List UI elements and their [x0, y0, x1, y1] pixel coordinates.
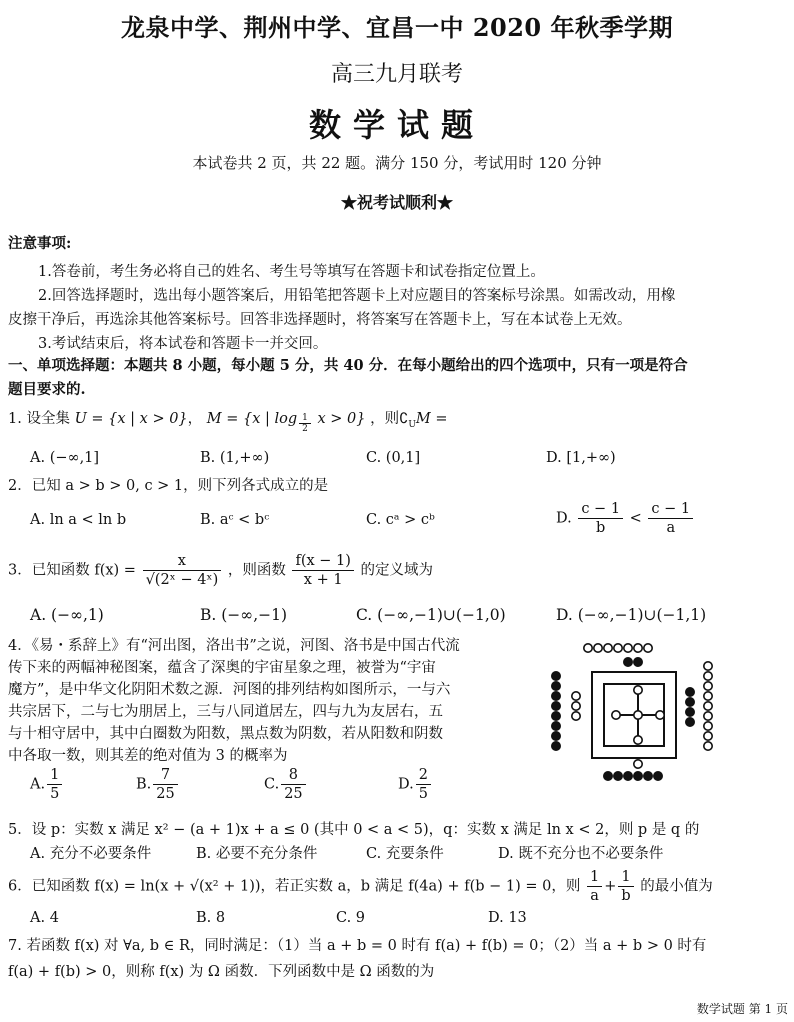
hetu-bottom-black-dot: [634, 772, 642, 780]
hetu-right-white-dot: [704, 662, 712, 670]
hetu-left-white-dot: [572, 712, 580, 720]
hetu-right-white-dot: [704, 702, 712, 710]
question-6-stem: [8, 868, 713, 905]
hetu-center-white-dot: [612, 711, 620, 719]
q4-d-fraction: [416, 766, 431, 803]
hetu-right-black-dot: [686, 718, 694, 726]
q3-g-den: x + 1: [303, 572, 343, 588]
q6-option-a: A. 4: [30, 910, 59, 926]
question-4-line-2: 传下来的两幅神秘图案，蕴含了深奥的宇宙星象之理，被誉为“宇宙: [8, 660, 436, 676]
note-3: 3.考试结束后，将本试卷和答题卡一并交回。: [38, 336, 328, 352]
hetu-center-white-dot: [656, 711, 664, 719]
q4-d-den: 5: [418, 786, 428, 802]
hetu-top-white-dot: [644, 644, 652, 652]
hetu-left-black-dot: [552, 702, 560, 710]
school-line: 龙泉中学、荆州中学、宜昌一中 2020 年秋季学期: [120, 13, 673, 42]
question-7-line-1: 7. 若函数 f(x) 对 ∀a, b ∈ R，同时满足：（1）当 a + b = 0 时有 f(a) + f(b) = 0；（2）当 a + b > 0 时有: [8, 938, 707, 954]
hetu-right-white-dot: [704, 732, 712, 740]
q1-complement: ∁: [399, 411, 409, 427]
q3-option-c: C. (−∞,−1)∪(−1,0): [356, 606, 506, 624]
q2-d-den-1: b: [596, 520, 606, 536]
question-4-line-3: 魔方”，是中华文化阴阳术数之源．河图的排列结构如图所示，一与六: [8, 682, 451, 698]
q1-set-u: U = {x | x > 0}: [74, 411, 188, 427]
question-7-line-2: f(a) + f(b) > 0，则称 f(x) 为 Ω 函数．下列函数中是 Ω 函数的为: [8, 964, 435, 980]
hetu-center-white-dot: [634, 711, 642, 719]
q2-option-c: C. cᵃ > cᵇ: [366, 512, 435, 528]
q3-f-den: √(2ˣ − 4ˣ): [145, 572, 219, 588]
hetu-left-black-dot: [552, 692, 560, 700]
q1-complement-sub: U: [408, 419, 416, 430]
hetu-left-white-dot: [572, 692, 580, 700]
note-2: 2.回答选择题时，选出每小题答案后，用铅笔把答题卡上对应题目的答案标号涂黑。如需改动，用橡: [38, 288, 676, 304]
hetu-top-white-dot: [614, 644, 622, 652]
blessing: ★祝考试顺利★: [340, 193, 453, 212]
hetu-bottom-black-dot: [624, 772, 632, 780]
question-2-stem: 2．已知 a > b > 0, c > 1，则下列各式成立的是: [8, 478, 329, 494]
q6-option-b: B. 8: [196, 910, 226, 926]
q5-option-c: C. 充要条件: [366, 846, 444, 862]
hetu-left-black-dot: [552, 742, 560, 750]
q4-c-label: C.: [264, 776, 280, 793]
hetu-bottom-black-dot: [604, 772, 612, 780]
exam-name: 高三九月联考: [330, 62, 463, 87]
hetu-right-white-dot: [704, 712, 712, 720]
q1-option-c: C. (0,1]: [366, 450, 421, 466]
question-3-stem: [8, 552, 433, 589]
q3-prefix: 3．已知函数 f(x) =: [8, 562, 136, 579]
q6-plus: +: [604, 878, 617, 895]
q3-g-num: f(x − 1): [292, 552, 353, 571]
q3-g-fraction: [292, 552, 353, 589]
hetu-center-white-dot: [634, 686, 642, 694]
q4-b-den: 25: [156, 786, 175, 802]
question-4-line-1: 4．《易・系辞上》有“河出图，洛出书”之说，河图、洛书是中国古代流: [8, 638, 460, 654]
q2-d-den-2: a: [666, 520, 676, 536]
hetu-top-white-dot: [594, 644, 602, 652]
q6-num-2: 1: [618, 868, 633, 887]
subject-title: 数学试题: [308, 106, 485, 144]
hetu-left-white-dot: [572, 702, 580, 710]
q2-option-b: B. aᶜ < bᶜ: [200, 512, 270, 528]
hetu-center-white-dot: [634, 736, 642, 744]
q1-option-a: A. (−∞,1]: [30, 450, 100, 466]
hetu-right-black-dot: [686, 708, 694, 716]
hetu-left-black-dot: [552, 722, 560, 730]
q6-tail: 的最小值为: [640, 878, 713, 895]
q3-f-fraction: [143, 552, 222, 589]
q6-den-2: b: [621, 888, 631, 904]
hetu-right-black-dot: [686, 688, 694, 696]
q1-set-m: M = {x | log: [206, 411, 298, 427]
q6-option-c: C. 9: [336, 910, 366, 926]
q4-c-fraction: [281, 766, 305, 803]
hetu-left-black-dot: [552, 732, 560, 740]
hetu-top-black-dot: [634, 658, 642, 666]
q3-option-a: A. (−∞,1): [30, 606, 104, 624]
q4-d-num: 2: [416, 766, 431, 785]
hetu-right-white-dot: [704, 682, 712, 690]
notes-title: 注意事项:: [8, 235, 72, 252]
q4-a-num: 1: [47, 766, 62, 785]
question-1-stem: [8, 408, 448, 436]
q6-prefix: 6．已知函数 f(x) = ln(x + √(x² + 1))，若正实数 a，b 满足 f(4a) + f(b − 1) = 0，则: [8, 878, 581, 895]
q6-fraction-2: [618, 868, 633, 905]
q1-log-base-num: 1: [299, 413, 311, 424]
hetu-left-black-dot: [552, 672, 560, 680]
q6-option-d: D. 13: [488, 910, 527, 926]
note-2-cont: 皮擦干净后，再选涂其他答案标号。回答非选择题时，将答案写在答题卡上，写在本试卷上无效。: [8, 312, 632, 328]
q4-b-fraction: [153, 766, 177, 803]
page-footer: 数学试题 第 1 页: [696, 1002, 788, 1016]
section-heading: 一、单项选择题：本题共 8 小题，每小题 5 分，共 40 分．在每小题给出的四个选项中，只有一项是符合: [8, 357, 688, 374]
q4-b-label: B.: [136, 776, 152, 793]
q1-tail: M =: [415, 411, 448, 427]
q2-d-num-1: c − 1: [578, 500, 623, 519]
hetu-left-black-dot: [552, 712, 560, 720]
q4-c-num: 8: [281, 766, 305, 785]
q6-fraction-1: [587, 868, 602, 905]
q1-sep: ，: [187, 411, 203, 427]
q1-prefix: 1. 设全集: [8, 411, 70, 427]
q4-d-label: D.: [398, 776, 414, 793]
hetu-top-black-dot: [624, 658, 632, 666]
q4-a-fraction: [47, 766, 62, 803]
q2-d-num-2: c − 1: [648, 500, 693, 519]
q4-option-b: [136, 766, 180, 803]
q4-option-d: [398, 766, 433, 803]
q2-option-a: A. ln a < ln b: [30, 512, 127, 528]
question-4-line-4: 共宗居下，二与七为朋居上，三与八同道居左，四与九为友居右，五: [8, 704, 443, 720]
q2-d-fraction-2: [648, 500, 693, 537]
hetu-top-white-dot: [604, 644, 612, 652]
q4-option-c: [264, 766, 308, 803]
hetu-right-white-dot: [704, 692, 712, 700]
q3-option-d: D. (−∞,−1)∪(−1,1): [556, 606, 707, 624]
hetu-left-black-dot: [552, 682, 560, 690]
q1-log-base-den: 2: [302, 424, 308, 434]
exam-info: 本试卷共 2 页，共 22 题。满分 150 分，考试用时 120 分钟: [192, 154, 602, 172]
hetu-bottom-white-dot: [634, 760, 642, 768]
hetu-top-white-dot: [634, 644, 642, 652]
q1-option-b: B. (1,+∞): [200, 450, 270, 466]
q1-then: ，则: [370, 411, 400, 427]
hetu-right-black-dot: [686, 698, 694, 706]
q2-d-label: D.: [556, 510, 572, 527]
question-4-line-5: 与十相守居中，其中白圈数为阳数，黑点数为阴数，若从阳数和阴数: [8, 726, 443, 742]
hetu-bottom-black-dot: [614, 772, 622, 780]
q4-option-a: [30, 766, 64, 803]
hetu-bottom-black-dot: [654, 772, 662, 780]
section-heading-cont: 题目要求的.: [8, 381, 86, 398]
q6-num-1: 1: [587, 868, 602, 887]
q2-d-relation: <: [629, 510, 642, 527]
q5-option-b: B. 必要不充分条件: [196, 846, 318, 862]
q4-a-den: 5: [50, 786, 60, 802]
q3-option-b: B. (−∞,−1): [200, 606, 288, 624]
hetu-diagram: [548, 640, 728, 790]
question-4-line-6: 中各取一数，则其差的绝对值为 3 的概率为: [8, 748, 288, 764]
q5-option-a: A. 充分不必要条件: [30, 846, 152, 862]
hetu-top-white-dot: [584, 644, 592, 652]
hetu-bottom-black-dot: [644, 772, 652, 780]
q2-d-fraction-1: [578, 500, 623, 537]
q1-set-m-tail: x > 0}: [312, 411, 366, 427]
q1-option-d: D. [1,+∞): [546, 450, 616, 466]
q1-log-base: [299, 413, 311, 434]
note-1: 1.答卷前，考生务必将自己的姓名、考生号等填写在答题卡和试卷指定位置上。: [38, 264, 545, 280]
question-5-stem: 5．设 p：实数 x 满足 x² − (a + 1)x + a ≤ 0 (其中 0 < a < 5)，q：实数 x 满足 ln x < 2，则 p 是 q 的: [8, 822, 700, 838]
q3-mid: ，则函数: [227, 562, 286, 579]
hetu-right-white-dot: [704, 742, 712, 750]
q3-tail: 的定义域为: [360, 562, 434, 579]
q4-a-label: A.: [30, 776, 46, 793]
q4-c-den: 25: [284, 786, 303, 802]
hetu-top-white-dot: [624, 644, 632, 652]
hetu-right-white-dot: [704, 722, 712, 730]
q4-b-num: 7: [153, 766, 177, 785]
q6-den-1: a: [590, 888, 599, 904]
q3-f-num: x: [143, 552, 222, 571]
q5-option-d: D. 既不充分也不必要条件: [498, 846, 664, 862]
q2-option-d: [556, 500, 695, 537]
hetu-right-white-dot: [704, 672, 712, 680]
